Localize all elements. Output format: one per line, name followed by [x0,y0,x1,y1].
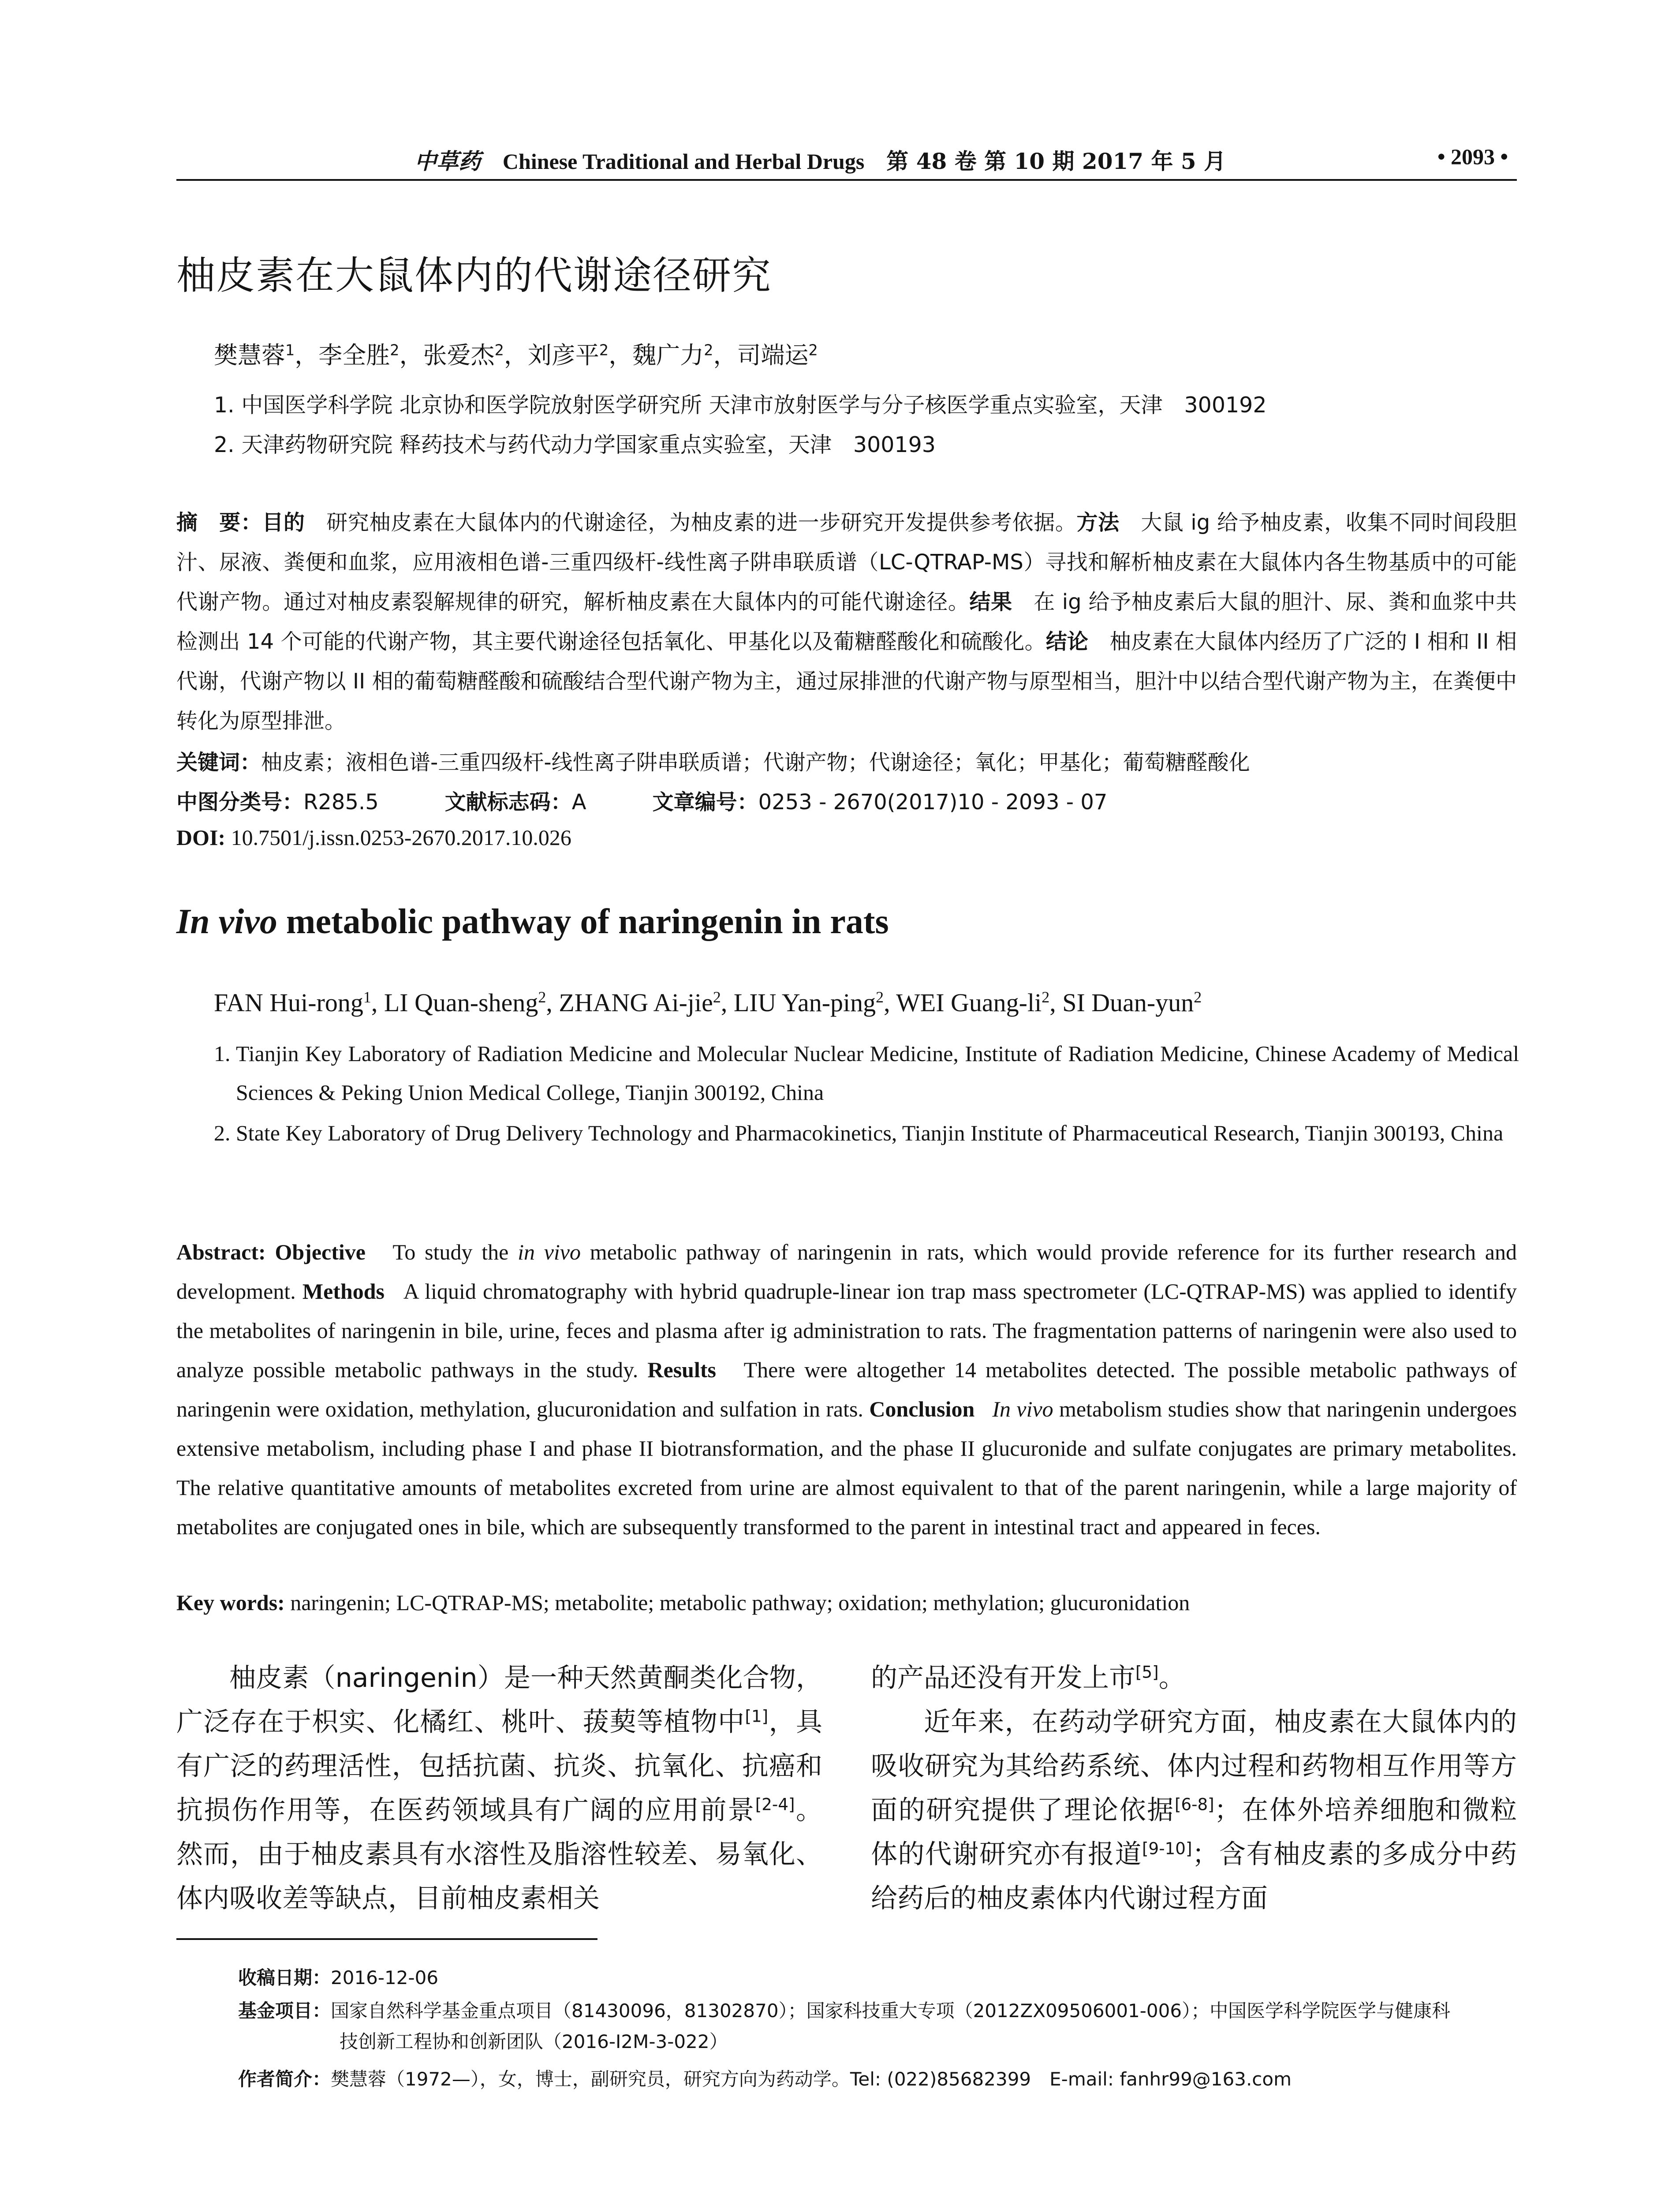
body-text: ，具有广泛的药理活性，包括抗菌、抗炎、抗氧化、抗癌和抗损伤作用等，在医药领域具有广阔的应用前景 [176,1707,823,1826]
header-center [414,144,1226,176]
funding-line-2: 技创新工程协和创新团队（2016-I2M-3-022） [340,2031,728,2052]
body-paragraph [871,1656,1517,1700]
author-affiliation-marker: 2 [1194,988,1202,1006]
results-zh-text: 在 ig 给予柚皮素后大鼠的胆汁、尿、粪和血浆中共检测出 14 个可能的代谢产物，其主要代谢途径包括氧化、甲基化以及葡糖醛酸化和硫酸化。 [176,590,1517,654]
methods-en-text: A liquid chromatography with hybrid quadruple-linear ion trap mass spectrometer (LC-QTRAP-MS) was applied to identify the metabolites of naringenin in bile, urine, feces and plasma after ig administration to rats. The fragmentation patterns of naringenin were also used to analyze possible metabolic pathways in the study. [176,1279,1517,1382]
funding-line-1: 国家自然科学基金重点项目（81430096，81302870）；国家科技重大专项（2012ZX09506001-006）；中国医学科学院医学与健康科 [331,2000,1451,2022]
body-paragraph [176,1656,822,1921]
author-bio-text: 樊慧蓉（1972—），女，博士，副研究员，研究方向为药动学。Tel: (022)85682399 E-mail: fanhr99@163.com [331,2068,1292,2090]
footnote-author-bio [238,2064,1292,2095]
author-bio-label: 作者简介： [238,2068,331,2090]
affiliation-en-1-num: 1. [214,1041,231,1066]
classification-line [176,785,1107,815]
author-name-zh: 樊慧蓉 [214,341,285,369]
author-affiliation-marker: 2 [390,341,399,359]
objective-en-pre: To study the [392,1240,518,1264]
affiliation-zh-1: 1. 中国医学科学院 北京协和医学院放射医学研究所 天津市放射医学与分子核医学重点实验室，天津 300192 [214,392,1267,418]
funding-label: 基金项目： [238,2000,331,2022]
authors-english: FAN Hui-rong$^1$, LI Quan-sheng$^2$, ZHANG Ai-jie$^2$, LIU Yan-ping$^2$, WEI Guang-$li^2$, SI Duan-yun$^2$ [214,988,1202,1017]
author-name-zh: 李全胜 [318,341,390,369]
author-name-zh: 司端运 [737,341,809,369]
abstract-chinese [176,503,1517,741]
article-no-label: 文章编号： [652,790,758,815]
objective-en-italic: in vivo [518,1240,581,1264]
author-affiliation-marker: 2 [713,988,721,1006]
results-en-text: There were altogether 14 metabolites detected. The possible metabolic pathways of naringenin were oxidation, methylation, glucuronidation and sulfation in rats. [176,1357,1517,1421]
body-text: 。 [1158,1663,1185,1693]
body-text: 。然而，由于柚皮素具有水溶性及脂溶性较差、易氧化、体内吸收差等缺点，目前柚皮素相关 [176,1795,823,1914]
affiliation-en-2 [214,1114,1519,1152]
abstract-zh-label: 摘 要： [176,510,262,535]
author-affiliation-marker: 1 [285,341,295,359]
received-date: 2016-12-06 [331,1967,439,1988]
conclusion-en-italic: In vivo [992,1397,1053,1421]
author-name-en: LIU Yan-ping [733,988,876,1017]
author-name-en: ZHANG Ai-jie [559,988,713,1017]
author-affiliation-marker: 2 [704,341,713,359]
clc-value: R285.5 [303,790,379,815]
author-affiliation-marker: 2 [808,341,818,359]
keywords-en-label: Key words: [176,1590,285,1615]
conclusion-en-text: metabolism studies show that naringenin undergoes extensive metabolism, including phase I and phase II biotransformation, and the phase II glucuronide and sulfate conjugates are primary metabolites. The relative quantitative amounts of metabolites excreted from urine are almost equivalent to that of the parent naringenin, while a large majority of metabolites are conjugated ones in bile, which are subsequently transformed to the parent in intestinal tract and appeared in feces. [176,1397,1517,1539]
citation[interactable]: [6-8] [1174,1794,1214,1814]
author-name-zh: 刘彦平 [527,341,599,369]
keywords-zh-label: 关键词： [176,750,261,775]
footnote-received [238,1962,438,1993]
abstract-en-label: Abstract: [176,1240,266,1264]
affiliation-zh-2: 2. 天津药物研究院 释药技术与药代动力学国家重点实验室，天津 300193 [214,432,936,457]
body-column-right [871,1656,1517,1921]
affiliation-en-1 [214,1034,1519,1112]
body-column-left [176,1656,822,1921]
author-name-en: FAN Hui-rong [214,988,363,1017]
issue-info: 第 48 卷 第 10 期 2017 年 5 月 [886,148,1226,174]
footnote-rule [176,1938,597,1940]
citation[interactable]: [2-4] [755,1794,795,1814]
citation[interactable]: [1] [745,1706,769,1726]
title-english [176,902,889,942]
doc-code-label: 文献标志码： [444,790,572,815]
methods-en-label: Methods [302,1279,385,1304]
conclusion-zh-label: 结论 [1045,629,1089,654]
body-text: ；含有柚皮素的多成分中药给药后的柚皮素体内代谢过程方面 [871,1839,1517,1914]
conclusion-zh-text: 柚皮素在大鼠体内经历了广泛的 I 相和 II 相代谢，代谢产物以 II 相的葡萄糖醛酸和硫酸结合型代谢产物为主，通过尿排泄的代谢产物与原型相当，胆汁中以结合型代谢产物为主，在粪便中转化为原型排泄。 [176,629,1517,733]
citation[interactable]: [9-10] [1142,1839,1192,1858]
body-text: 的产品还没有开发上市 [871,1663,1135,1693]
doc-code-value: A [571,790,586,815]
conclusion-en-label: Conclusion [869,1397,975,1421]
title-en-rest: metabolic pathway of naringenin in rats [277,902,889,941]
journal-name: Chinese Traditional and Herbal Drugs [502,149,865,174]
results-en-label: Results [647,1357,716,1382]
journal-logo: 中草药 [414,148,481,174]
results-zh-label: 结果 [969,590,1012,614]
author-name-zh: 张爱杰 [423,341,495,369]
doi-label: DOI: [176,825,226,850]
keywords-zh-text: 柚皮素；液相色谱-三重四级杆-线性离子阱串联质谱；代谢产物；代谢途径；氧化；甲基化；葡萄糖醛酸化 [261,750,1250,775]
authors-chinese: 樊慧蓉$^1$，李全胜$^2$，张爱杰$^2$，刘彦平$^2$，魏广力$^2$，司端运$^2$ [214,341,818,369]
objective-zh-label: 目的 [262,510,305,535]
author-name-en: SI Duan-yun [1062,988,1194,1017]
body-paragraph [871,1700,1517,1921]
objective-en-post: metabolic pathway of naringenin in rats, which would provide reference for its further research and development. [176,1240,1517,1304]
affiliation-en-1-text: Tianjin Key Laboratory of Radiation Medicine and Molecular Nuclear Medicine, Institute of Radiation Medicine, Chinese Academy of Medical Sciences & Peking Union Medical College, Tianjin 300192, China [236,1041,1519,1105]
body-text: 柚皮素（naringenin）是一种天然黄酮类化合物，广泛存在于枳实、化橘红、桃叶、菝葜等植物中 [176,1663,822,1738]
received-label: 收稿日期： [238,1967,331,1988]
objective-zh-text: 研究柚皮素在大鼠体内的代谢途径，为柚皮素的进一步研究开发提供参考依据。 [326,510,1077,535]
body-text: ；在体外培养细胞和微粒体的代谢研究亦有报道 [871,1795,1517,1870]
author-affiliation-marker: 2 [538,988,546,1006]
author-affiliation-marker: 1 [363,988,371,1006]
article-no-value: 0253 - 2670(2017)10 - 2093 - 07 [758,790,1108,815]
author-affiliation-marker: 2 [1042,988,1050,1006]
affiliation-en-2-num: 2. [214,1121,231,1145]
title-chinese: 柚皮素在大鼠体内的代谢途径研究 [176,253,772,298]
author-name-en: WEI Guang-li [896,988,1042,1017]
page-number: • 2093 • [1437,144,1508,169]
methods-zh-label: 方法 [1076,510,1120,535]
footnote-funding [238,1996,1517,2057]
author-affiliation-marker: 2 [876,988,884,1006]
header-rule [176,179,1517,181]
author-affiliation-marker: 2 [494,341,504,359]
citation[interactable]: [5] [1135,1662,1159,1682]
title-en-italic: In vivo [176,902,277,941]
author-name-en: LI Quan-sheng [384,988,538,1017]
objective-en-label: Objective [275,1240,366,1264]
doi-line [176,825,571,850]
keywords-english [176,1590,1190,1615]
author-affiliation-marker: 2 [599,341,609,359]
running-header [176,137,1517,176]
keywords-en-text: naringenin; LC-QTRAP-MS; metabolite; metabolic pathway; oxidation; methylation; glucuronidation [290,1590,1190,1615]
affiliation-en-2-text: State Key Laboratory of Drug Delivery Technology and Pharmacokinetics, Tianjin Institute of Pharmaceutical Research, Tianjin 300193, China [236,1121,1504,1145]
author-name-zh: 魏广力 [632,341,704,369]
clc-label: 中图分类号： [176,790,304,815]
abstract-english [176,1233,1517,1547]
body-text: 近年来，在药动学研究方面，柚皮素在大鼠体内的吸收研究为其给药系统、体内过程和药物相互作用等方面的研究提供了理论依据 [871,1707,1517,1826]
doi-value[interactable]: 10.7501/j.issn.0253-2670.2017.10.026 [231,825,571,850]
keywords-chinese [176,745,1517,776]
methods-zh-text: 大鼠 ig 给予柚皮素，收集不同时间段胆汁、尿液、粪便和血浆，应用液相色谱-三重四级杆-线性离子阱串联质谱（LC-QTRAP-MS）寻找和解析柚皮素在大鼠体内各生物基质中的可能代谢产物。通过对柚皮素裂解规律的研究，解析柚皮素在大鼠体内的可能代谢途径。 [176,510,1517,614]
